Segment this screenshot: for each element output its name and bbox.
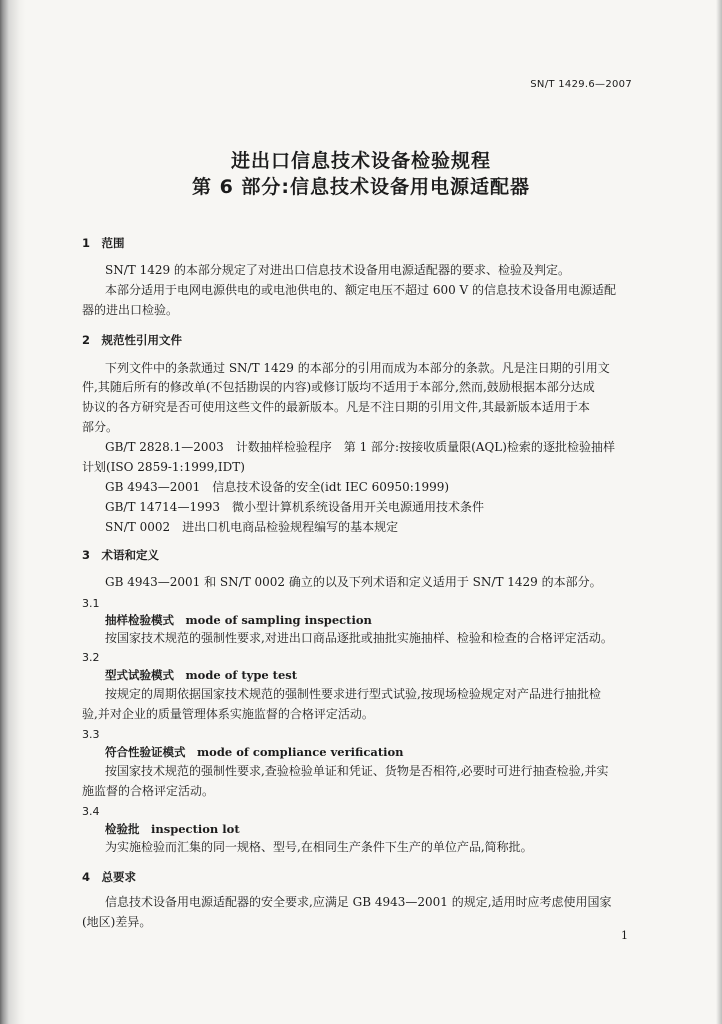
- section-2-paragraph: 协议的各方研究是否可使用这些文件的最新版本。凡是不注日期的引用文件,其最新版本适用于本: [82, 400, 590, 414]
- section-2-heading: 2 规范性引用文件: [82, 333, 183, 347]
- section-4-paragraph: 信息技术设备用电源适配器的安全要求,应满足 GB 4943—2001 的规定,适用时应考虑使用国家: [105, 895, 612, 909]
- definition-term: 符合性验证模式 mode of compliance verification: [105, 745, 404, 759]
- section-4-heading: 4 总要求: [82, 870, 137, 884]
- definition-term: 型式试验模式 mode of type test: [105, 668, 298, 682]
- section-4-paragraph: (地区)差异。: [82, 915, 152, 929]
- section-1-paragraph: SN/T 1429 的本部分规定了对进出口信息技术设备用电源适配器的要求、检验及判定。: [105, 263, 570, 277]
- section-3-intro: GB 4943—2001 和 SN/T 0002 确立的以及下列术语和定义适用于 SN/T 1429 的本部分。: [105, 575, 602, 589]
- definition-term: 抽样检验模式 mode of sampling inspection: [105, 613, 372, 627]
- section-3-heading: 3 术语和定义: [82, 548, 160, 562]
- reference-item: 计划(ISO 2859-1:1999,IDT): [82, 460, 245, 474]
- definition-number: 3.2: [82, 651, 100, 664]
- definition-text: 施监督的合格评定活动。: [82, 784, 215, 798]
- definition-text: 验,并对企业的质量管理体系实施监督的合格评定活动。: [82, 707, 374, 721]
- definition-text: 按国家技术规范的强制性要求,对进出口商品逐批或抽批实施抽样、检验和检查的合格评定活动。: [105, 631, 613, 645]
- document-subtitle: 第 6 部分:信息技术设备用电源适配器: [191, 176, 531, 198]
- section-2-paragraph: 下列文件中的条款通过 SN/T 1429 的本部分的引用而成为本部分的条款。凡是注日期的引用文: [105, 361, 610, 375]
- page-number: 1: [621, 929, 628, 942]
- reference-item: GB/T 14714—1993 微小型计算机系统设备用开关电源通用技术条件: [105, 500, 484, 514]
- document-title: 进出口信息技术设备检验规程: [230, 150, 491, 172]
- reference-item: SN/T 0002 进出口机电商品检验规程编写的基本规定: [105, 520, 399, 534]
- standard-code: SN/T 1429.6—2007: [530, 79, 632, 90]
- section-2-paragraph: 部分。: [82, 420, 119, 434]
- definition-number: 3.1: [82, 597, 100, 610]
- section-1-heading: 1 范围: [82, 236, 125, 250]
- definition-text: 按国家技术规范的强制性要求,查验检验单证和凭证、货物是否相符,必要时可进行抽查检验,并实: [105, 764, 609, 778]
- definition-number: 3.3: [82, 728, 100, 741]
- section-2-paragraph: 件,其随后所有的修改单(不包括勘误的内容)或修订版均不适用于本部分,然而,鼓励根据本部分达成: [82, 380, 595, 394]
- definition-number: 3.4: [82, 805, 100, 818]
- reference-item: GB/T 2828.1—2003 计数抽样检验程序 第 1 部分:按接收质量限(AQL)检索的逐批检验抽样: [105, 440, 615, 454]
- definition-text: 按规定的周期依据国家技术规范的强制性要求进行型式试验,按现场检验规定对产品进行抽批检: [105, 687, 601, 701]
- reference-item: GB 4943—2001 信息技术设备的安全(idt IEC 60950:1999): [105, 480, 450, 494]
- section-1-paragraph: 器的进出口检验。: [82, 303, 179, 317]
- definition-term: 检验批 inspection lot: [105, 822, 240, 836]
- definition-text: 为实施检验而汇集的同一规格、型号,在相同生产条件下生产的单位产品,简称批。: [105, 840, 533, 854]
- section-1-paragraph: 本部分适用于电网电源供电的或电池供电的、额定电压不超过 600 V 的信息技术设备用电源适配: [105, 283, 617, 297]
